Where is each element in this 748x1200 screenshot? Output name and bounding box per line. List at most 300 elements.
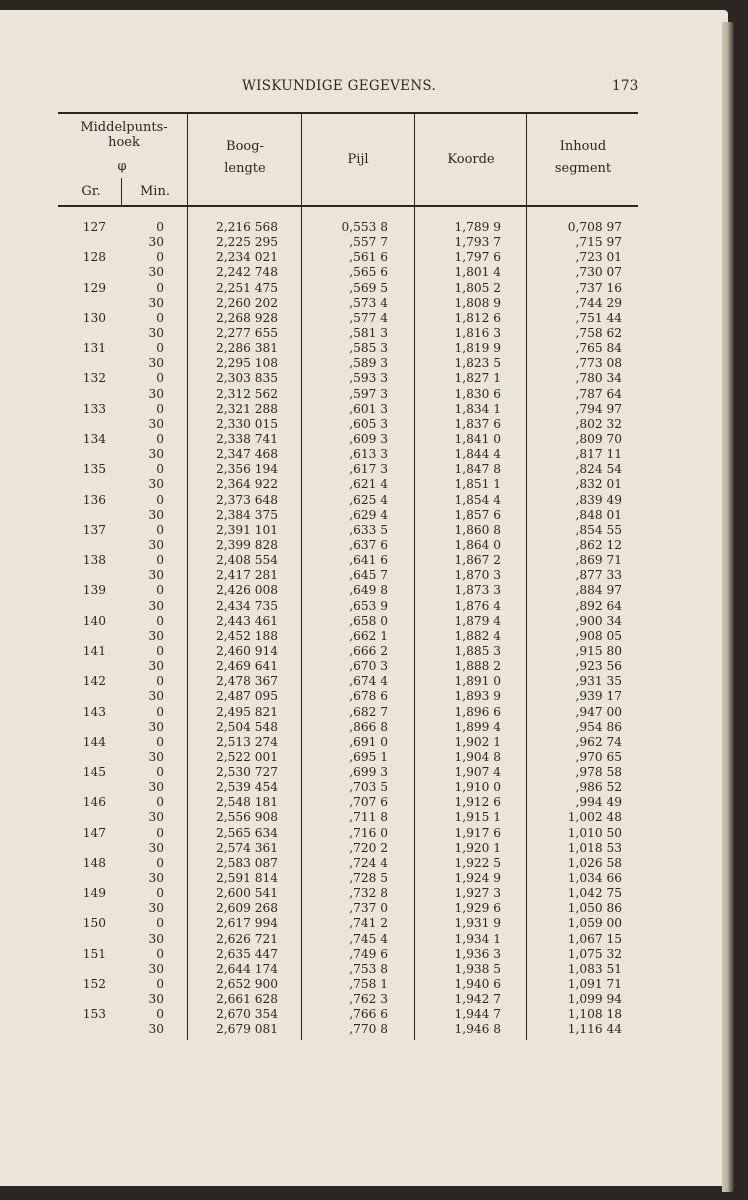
column-booglengte [190,220,278,1038]
cell-koorde: 1,891 0 [454,674,501,689]
cell-pijl: ,720 2 [349,840,388,855]
cell-minutes: 0 [156,855,164,870]
cell-koorde: 1,879 4 [454,613,501,628]
cell-pijl: ,633 5 [349,522,388,537]
cell-booglengte: 2,338 741 [215,431,278,446]
cell-pijl: ,581 3 [349,325,388,340]
cell-booglengte: 2,277 655 [215,325,278,340]
cell-pijl: ,666 2 [349,643,388,658]
cell-inhoud: 1,018 53 [567,840,622,855]
cell-minutes: 30 [148,780,164,795]
cell-koorde: 1,896 6 [454,704,501,719]
cell-minutes: 30 [148,931,164,946]
cell-inhoud: ,862 12 [575,537,622,552]
cell-koorde: 1,915 1 [454,810,501,825]
cell-inhoud: ,802 32 [575,416,622,431]
cell-degrees [60,841,106,856]
cell-pijl: ,762 3 [349,992,388,1007]
cell-pijl: ,737 0 [349,901,388,916]
cell-minutes: 30 [148,1022,164,1037]
cell-koorde: 1,801 4 [454,265,501,280]
cell-pijl: ,745 4 [349,931,388,946]
cell-degrees: 139 [82,583,106,598]
cell-inhoud: ,923 56 [575,659,622,674]
cell-inhoud: 0,708 97 [567,220,622,234]
cell-inhoud: ,915 80 [575,643,622,658]
cell-minutes: 0 [156,492,164,507]
cell-koorde: 1,904 8 [454,749,501,764]
cell-pijl: ,662 1 [349,628,388,643]
cell-minutes: 0 [156,583,164,598]
cell-inhoud: ,809 70 [575,431,622,446]
cell-inhoud: ,744 29 [575,295,622,310]
cell-koorde: 1,860 8 [454,522,501,537]
cell-koorde: 1,870 3 [454,568,501,583]
cell-koorde: 1,946 8 [454,1022,501,1037]
cell-minutes: 0 [156,1007,164,1022]
cell-pijl: ,691 0 [349,734,388,749]
cell-minutes: 30 [148,840,164,855]
cell-koorde: 1,851 1 [454,477,501,492]
cell-booglengte: 2,364 922 [215,477,278,492]
cell-inhoud: ,730 07 [575,265,622,280]
cell-degrees: 146 [82,795,106,810]
cell-minutes: 30 [148,386,164,401]
cell-minutes: 0 [156,553,164,568]
cell-pijl: ,589 3 [349,356,388,371]
cell-minutes: 30 [148,871,164,886]
cell-inhoud: ,954 86 [575,719,622,734]
cell-inhoud: ,869 71 [575,553,622,568]
cell-pijl: ,641 6 [349,553,388,568]
cell-inhoud: ,892 64 [575,598,622,613]
cell-booglengte: 2,225 295 [215,235,278,250]
cell-degrees [60,750,106,765]
cell-minutes: 30 [148,356,164,371]
cell-degrees: 147 [82,825,106,840]
cell-degrees [60,447,106,462]
cell-minutes: 30 [148,477,164,492]
table-header-rule [58,205,638,207]
cell-inhoud: 1,099 94 [567,992,622,1007]
cell-degrees: 148 [82,855,106,870]
cell-degrees [60,901,106,916]
cell-koorde: 1,912 6 [454,795,501,810]
cell-booglengte: 2,495 821 [215,704,278,719]
cell-koorde: 1,940 6 [454,977,501,992]
cell-inhoud: ,931 35 [575,674,622,689]
cell-minutes: 30 [148,235,164,250]
cell-inhoud: 1,050 86 [567,901,622,916]
header-middelpunt: Middelpunts- hoek [80,120,168,150]
cell-pijl: ,585 3 [349,341,388,356]
cell-booglengte: 2,609 268 [215,901,278,916]
cell-minutes: 0 [156,220,164,234]
cell-koorde: 1,844 4 [454,447,501,462]
cell-inhoud: 1,010 50 [567,825,622,840]
cell-booglengte: 2,295 108 [215,356,278,371]
cell-inhoud: 1,108 18 [567,1007,622,1022]
cell-booglengte: 2,504 548 [215,719,278,734]
cell-minutes: 0 [156,462,164,477]
cell-booglengte: 2,591 814 [215,871,278,886]
cell-degrees [60,265,106,280]
cell-pijl: ,593 3 [349,371,388,386]
cell-pijl: ,565 6 [349,265,388,280]
cell-booglengte: 2,286 381 [215,341,278,356]
cell-degrees: 131 [82,341,106,356]
cell-minutes: 0 [156,371,164,386]
cell-degrees: 141 [82,643,106,658]
column-divider-minutes [121,178,122,206]
cell-minutes: 30 [148,901,164,916]
cell-minutes: 0 [156,250,164,265]
cell-booglengte: 2,434 735 [215,598,278,613]
cell-pijl: ,569 5 [349,280,388,295]
column-degrees [60,220,106,1038]
cell-booglengte: 2,268 928 [215,310,278,325]
cell-minutes: 30 [148,295,164,310]
cell-degrees: 132 [82,371,106,386]
cell-degrees [60,538,106,553]
cell-degrees [60,477,106,492]
cell-koorde: 1,830 6 [454,386,501,401]
cell-minutes: 0 [156,704,164,719]
cell-minutes: 30 [148,628,164,643]
cell-koorde: 1,944 7 [454,1007,501,1022]
cell-inhoud: ,824 54 [575,462,622,477]
cell-degrees [60,599,106,614]
cell-koorde: 1,910 0 [454,780,501,795]
cell-pijl: ,703 5 [349,780,388,795]
cell-koorde: 1,808 9 [454,295,501,310]
cell-degrees [60,932,106,947]
cell-booglengte: 2,426 008 [215,583,278,598]
cell-koorde: 1,816 3 [454,325,501,340]
cell-inhoud: ,780 34 [575,371,622,386]
cell-minutes: 0 [156,795,164,810]
cell-minutes: 30 [148,749,164,764]
cell-minutes: 0 [156,674,164,689]
cell-pijl: ,749 6 [349,946,388,961]
cell-minutes: 0 [156,825,164,840]
running-head-title: WISKUNDIGE GEGEVENS. [242,78,437,94]
cell-booglengte: 2,347 468 [215,447,278,462]
cell-koorde: 1,902 1 [454,734,501,749]
cell-inhoud: ,947 00 [575,704,622,719]
cell-pijl: ,605 3 [349,416,388,431]
cell-inhoud: 1,067 15 [567,931,622,946]
cell-minutes: 30 [148,507,164,522]
cell-pijl: ,728 5 [349,871,388,886]
cell-minutes: 0 [156,431,164,446]
cell-booglengte: 2,356 194 [215,462,278,477]
cell-booglengte: 2,530 727 [215,765,278,780]
cell-degrees [60,417,106,432]
cell-koorde: 1,823 5 [454,356,501,371]
cell-inhoud: ,908 05 [575,628,622,643]
cell-inhoud: 1,026 58 [567,855,622,870]
cell-koorde: 1,812 6 [454,310,501,325]
cell-booglengte: 2,391 101 [215,522,278,537]
cell-koorde: 1,907 4 [454,765,501,780]
cell-koorde: 1,927 3 [454,886,501,901]
cell-inhoud: ,970 65 [575,749,622,764]
page-number: 173 [612,78,639,94]
cell-degrees [60,356,106,371]
cell-booglengte: 2,303 835 [215,371,278,386]
cell-pijl: ,770 8 [349,1022,388,1037]
cell-booglengte: 2,583 087 [215,855,278,870]
cell-booglengte: 2,417 281 [215,568,278,583]
cell-koorde: 1,854 4 [454,492,501,507]
cell-minutes: 0 [156,310,164,325]
cell-degrees [60,689,106,704]
cell-booglengte: 2,652 900 [215,977,278,992]
column-koorde [415,220,501,1038]
cell-booglengte: 2,373 648 [215,492,278,507]
cell-booglengte: 2,635 447 [215,946,278,961]
cell-degrees: 144 [82,734,106,749]
cell-inhoud: 1,116 44 [567,1022,622,1037]
cell-degrees [60,962,106,977]
cell-pijl: ,741 2 [349,916,388,931]
cell-degrees: 149 [82,886,106,901]
cell-booglengte: 2,251 475 [215,280,278,295]
cell-pijl: ,670 3 [349,659,388,674]
cell-minutes: 30 [148,265,164,280]
cell-inhoud: ,758 62 [575,325,622,340]
cell-booglengte: 2,408 554 [215,553,278,568]
cell-inhoud: 1,034 66 [567,871,622,886]
cell-koorde: 1,920 1 [454,840,501,855]
cell-koorde: 1,934 1 [454,931,501,946]
cell-inhoud: ,715 97 [575,235,622,250]
cell-degrees: 152 [82,977,106,992]
cell-pijl: ,682 7 [349,704,388,719]
cell-degrees: 134 [82,431,106,446]
cell-minutes: 0 [156,401,164,416]
cell-pijl: ,637 6 [349,537,388,552]
cell-minutes: 30 [148,659,164,674]
cell-degrees: 135 [82,462,106,477]
cell-degrees [60,659,106,674]
cell-inhoud: ,723 01 [575,250,622,265]
cell-degrees: 145 [82,765,106,780]
cell-pijl: ,561 6 [349,250,388,265]
cell-koorde: 1,876 4 [454,598,501,613]
column-pijl [302,220,388,1038]
cell-minutes: 30 [148,598,164,613]
cell-booglengte: 2,384 375 [215,507,278,522]
cell-koorde: 1,888 2 [454,659,501,674]
cell-degrees [60,326,106,341]
cell-minutes: 0 [156,977,164,992]
cell-koorde: 1,857 6 [454,507,501,522]
cell-pijl: ,753 8 [349,961,388,976]
cell-pijl: ,629 4 [349,507,388,522]
cell-degrees: 153 [82,1007,106,1022]
cell-pijl: ,699 3 [349,765,388,780]
cell-minutes: 0 [156,916,164,931]
cell-booglengte: 2,661 628 [215,992,278,1007]
cell-booglengte: 2,487 095 [215,689,278,704]
cell-booglengte: 2,644 174 [215,961,278,976]
cell-pijl: ,866 8 [349,719,388,734]
cell-koorde: 1,827 1 [454,371,501,386]
cell-booglengte: 2,574 361 [215,840,278,855]
cell-minutes: 0 [156,522,164,537]
cell-pijl: ,625 4 [349,492,388,507]
cell-koorde: 1,899 4 [454,719,501,734]
cell-pijl: ,732 8 [349,886,388,901]
table-top-rule [58,112,638,114]
cell-inhoud: 1,075 32 [567,946,622,961]
cell-koorde: 1,793 7 [454,235,501,250]
cell-koorde: 1,841 0 [454,431,501,446]
cell-degrees [60,508,106,523]
cell-koorde: 1,893 9 [454,689,501,704]
cell-pijl: ,557 7 [349,235,388,250]
cell-pijl: ,653 9 [349,598,388,613]
cell-pijl: ,766 6 [349,1007,388,1022]
cell-minutes: 0 [156,946,164,961]
cell-booglengte: 2,548 181 [215,795,278,810]
cell-koorde: 1,929 6 [454,901,501,916]
cell-degrees [60,810,106,825]
cell-pijl: ,597 3 [349,386,388,401]
header-pijl: Pijl [347,152,369,167]
cell-booglengte: 2,565 634 [215,825,278,840]
cell-inhoud: 1,042 75 [567,886,622,901]
page-edge [722,22,734,1192]
cell-koorde: 1,847 8 [454,462,501,477]
cell-degrees: 130 [82,310,106,325]
cell-booglengte: 2,312 562 [215,386,278,401]
header-boog: Boog- lengte [224,139,266,176]
cell-degrees [60,296,106,311]
cell-koorde: 1,864 0 [454,537,501,552]
cell-minutes: 30 [148,325,164,340]
cell-koorde: 1,873 3 [454,583,501,598]
cell-booglengte: 2,260 202 [215,295,278,310]
cell-inhoud: ,751 44 [575,310,622,325]
cell-koorde: 1,942 7 [454,992,501,1007]
cell-degrees: 137 [82,522,106,537]
cell-booglengte: 2,460 914 [215,643,278,658]
cell-degrees: 138 [82,553,106,568]
cell-degrees [60,871,106,886]
cell-inhoud: ,854 55 [575,522,622,537]
cell-booglengte: 2,399 828 [215,537,278,552]
cell-koorde: 1,805 2 [454,280,501,295]
cell-booglengte: 2,478 367 [215,674,278,689]
cell-booglengte: 2,670 354 [215,1007,278,1022]
cell-pijl: ,658 0 [349,613,388,628]
cell-degrees: 127 [82,220,106,234]
header-min: Min. [140,184,170,199]
cell-inhoud: ,877 33 [575,568,622,583]
cell-inhoud: 1,091 71 [567,977,622,992]
cell-inhoud: ,986 52 [575,780,622,795]
cell-koorde: 1,938 5 [454,961,501,976]
cell-pijl: ,674 4 [349,674,388,689]
cell-minutes: 0 [156,613,164,628]
cell-inhoud: ,787 64 [575,386,622,401]
cell-pijl: ,601 3 [349,401,388,416]
cell-koorde: 1,882 4 [454,628,501,643]
cell-inhoud: ,848 01 [575,507,622,522]
cell-minutes: 0 [156,280,164,295]
cell-degrees: 151 [82,946,106,961]
cell-degrees: 142 [82,674,106,689]
column-inhoud-segment [527,220,622,1038]
cell-pijl: ,577 4 [349,310,388,325]
cell-booglengte: 2,522 001 [215,749,278,764]
cell-pijl: ,573 4 [349,295,388,310]
cell-pijl: ,645 7 [349,568,388,583]
cell-booglengte: 2,216 568 [215,220,278,234]
cell-booglengte: 2,617 994 [215,916,278,931]
cell-pijl: ,707 6 [349,795,388,810]
cell-minutes: 0 [156,765,164,780]
cell-koorde: 1,867 2 [454,553,501,568]
cell-booglengte: 2,539 454 [215,780,278,795]
cell-degrees: 143 [82,704,106,719]
cell-pijl: ,678 6 [349,689,388,704]
cell-inhoud: ,832 01 [575,477,622,492]
cell-inhoud: ,884 97 [575,583,622,598]
cell-minutes: 30 [148,447,164,462]
cell-koorde: 1,819 9 [454,341,501,356]
cell-degrees: 129 [82,280,106,295]
cell-minutes: 30 [148,992,164,1007]
cell-koorde: 1,936 3 [454,946,501,961]
cell-pijl: ,711 8 [349,810,388,825]
cell-degrees [60,568,106,583]
header-gr: Gr. [81,184,101,199]
cell-pijl: ,649 8 [349,583,388,598]
cell-degrees: 140 [82,613,106,628]
cell-inhoud: ,737 16 [575,280,622,295]
cell-booglengte: 2,679 081 [215,1022,278,1037]
cell-degrees [60,387,106,402]
cell-inhoud: ,978 58 [575,765,622,780]
cell-pijl: ,716 0 [349,825,388,840]
cell-koorde: 1,924 9 [454,871,501,886]
cell-pijl: ,695 1 [349,749,388,764]
cell-inhoud: ,900 34 [575,613,622,628]
cell-pijl: ,758 1 [349,977,388,992]
cell-minutes: 30 [148,689,164,704]
cell-pijl: ,617 3 [349,462,388,477]
cell-booglengte: 2,234 021 [215,250,278,265]
cell-booglengte: 2,513 274 [215,734,278,749]
cell-koorde: 1,837 6 [454,416,501,431]
cell-minutes: 30 [148,719,164,734]
cell-booglengte: 2,242 748 [215,265,278,280]
cell-booglengte: 2,452 188 [215,628,278,643]
cell-degrees: 133 [82,401,106,416]
cell-booglengte: 2,556 908 [215,810,278,825]
cell-koorde: 1,834 1 [454,401,501,416]
cell-inhoud: ,939 17 [575,689,622,704]
cell-inhoud: ,765 84 [575,341,622,356]
cell-pijl: ,724 4 [349,855,388,870]
cell-inhoud: ,962 74 [575,734,622,749]
cell-pijl: ,621 4 [349,477,388,492]
cell-inhoud: 1,059 00 [567,916,622,931]
